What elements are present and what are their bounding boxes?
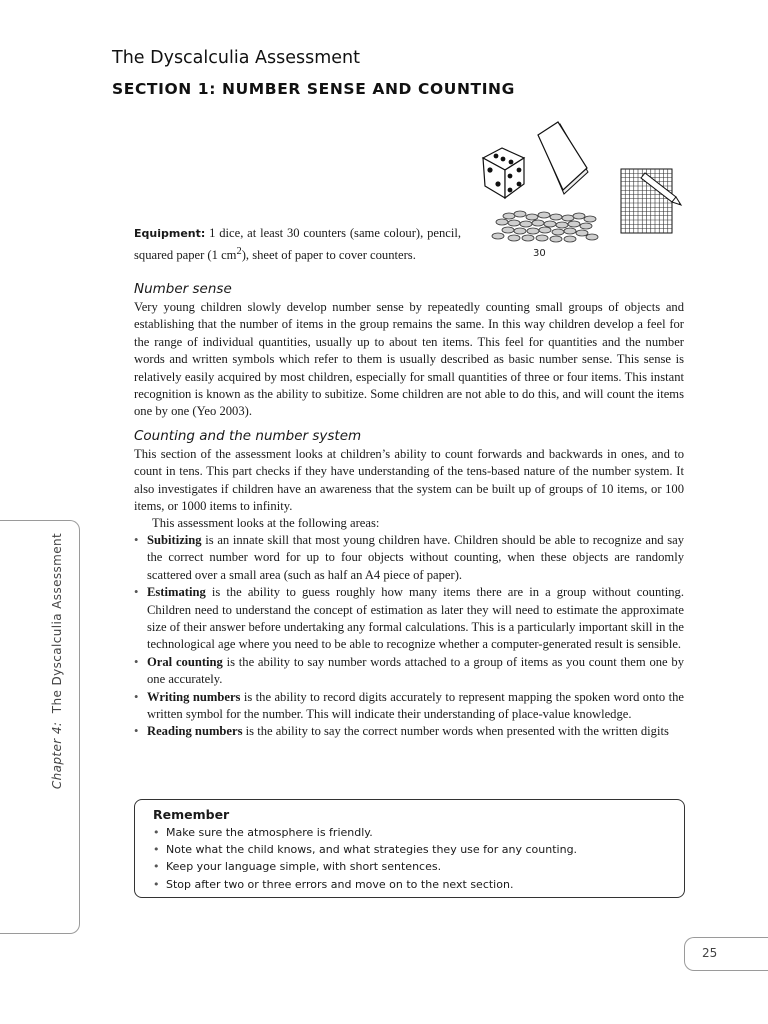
list-item	[134, 584, 684, 654]
equipment-text-2: ), sheet of paper to cover counters.	[241, 248, 416, 263]
book-title: The Dyscalculia Assessment	[112, 48, 360, 68]
page-number: 25	[702, 946, 718, 960]
list-item	[134, 654, 684, 689]
chapter-title: The Dyscalculia Assessment	[50, 532, 64, 714]
assessment-areas-list	[134, 532, 684, 741]
paper-sheet-icon	[538, 122, 588, 194]
list-item	[134, 689, 684, 724]
number-sense-paragraph: Very young children slowly develop number sense by repeatedly counting small groups of objects and establishing that the number of items in the group remains the same. In this way children develop a feel for the range of individual quantities, usually up to about ten items. This feel for quantities and the number words and written symbols which refer to them is usually described as basic number sense. This sense is relatively easily acquired by most children, especially for small quantities of three or four items. This instant recognition is known as the ability to subitize. Some children are not able to do this, and will count the items one by one (Yeo 2003).	[134, 300, 684, 419]
list-item: • Make sure the atmosphere is friendly.	[153, 824, 672, 841]
area-term: Oral counting	[147, 654, 223, 669]
chapter-side-tab	[0, 520, 80, 934]
area-term: Estimating	[147, 585, 206, 600]
remember-title: Remember	[153, 807, 230, 822]
area-term: Reading numbers	[147, 724, 243, 739]
areas-lead-text: This assessment looks at the following areas:	[152, 516, 380, 530]
list-item: • Stop after two or three errors and move on to the next section.	[153, 876, 672, 893]
number-sense-heading: Number sense	[134, 281, 232, 297]
list-item	[134, 532, 684, 584]
area-term: Subitizing	[147, 533, 202, 547]
equipment-illustration	[478, 118, 688, 263]
area-description: is the ability to guess roughly how many items there are in a group without counting. Children need to understand the concept of estimation as later they will need to estimate the approximate size of their answer before undertaking any formal calculations. This is a particularly important skill in the technological age where you need to be able to recognize whether a computer-generated result is sensible.	[147, 585, 684, 652]
area-description: is the ability to say number words attached to a group of items as you count them one by one accurately.	[147, 654, 685, 687]
dice-icon	[483, 148, 524, 198]
list-item: • Keep your language simple, with short sentences.	[153, 858, 672, 875]
chapter-number: Chapter 4:	[50, 721, 64, 790]
page-number-tab	[684, 937, 768, 971]
equipment-text-1: 1 dice, at least 30 counters (same colour), pencil, squared paper (1 cm	[134, 226, 461, 263]
list-item	[134, 723, 684, 740]
area-term: Writing numbers	[147, 689, 241, 704]
counting-paragraph: This section of the assessment looks at children’s ability to count forwards and backwards in ones, and to count in tens. This part checks if they have understanding of the tens-based nature of the number system. It also investigates if children have an awareness that the system can be built up of groups of 10 items, or 100 items, or 1000 items to infinity.	[134, 447, 684, 514]
area-description: is the ability to say the correct number words when presented with the written digits	[242, 724, 669, 739]
counters-icon	[492, 211, 598, 242]
counter-count-label: 30	[533, 248, 546, 259]
list-item: • Note what the child knows, and what strategies they use for any counting.	[153, 841, 672, 858]
equipment-superscript: 2	[236, 246, 242, 257]
counting-heading: Counting and the number system	[134, 428, 362, 444]
chapter-side-label	[50, 531, 64, 791]
remember-box	[134, 799, 685, 898]
area-description: is the ability to record digits accurately to represent mapping the spoken word onto the written symbol for the number. This will indicate their understanding of place-value knowledge.	[147, 689, 684, 722]
area-description: is an innate skill that most young children have. Children should be able to recognize and say the correct number word for up to four objects without counting, when these objects are randomly scattered over a small area (such as half an A4 piece of paper).	[147, 533, 684, 582]
section-title: SECTION 1: NUMBER SENSE AND COUNTING	[112, 80, 515, 98]
remember-list	[153, 824, 672, 893]
equipment-list	[134, 224, 461, 264]
equipment-label: Equipment:	[134, 227, 206, 240]
